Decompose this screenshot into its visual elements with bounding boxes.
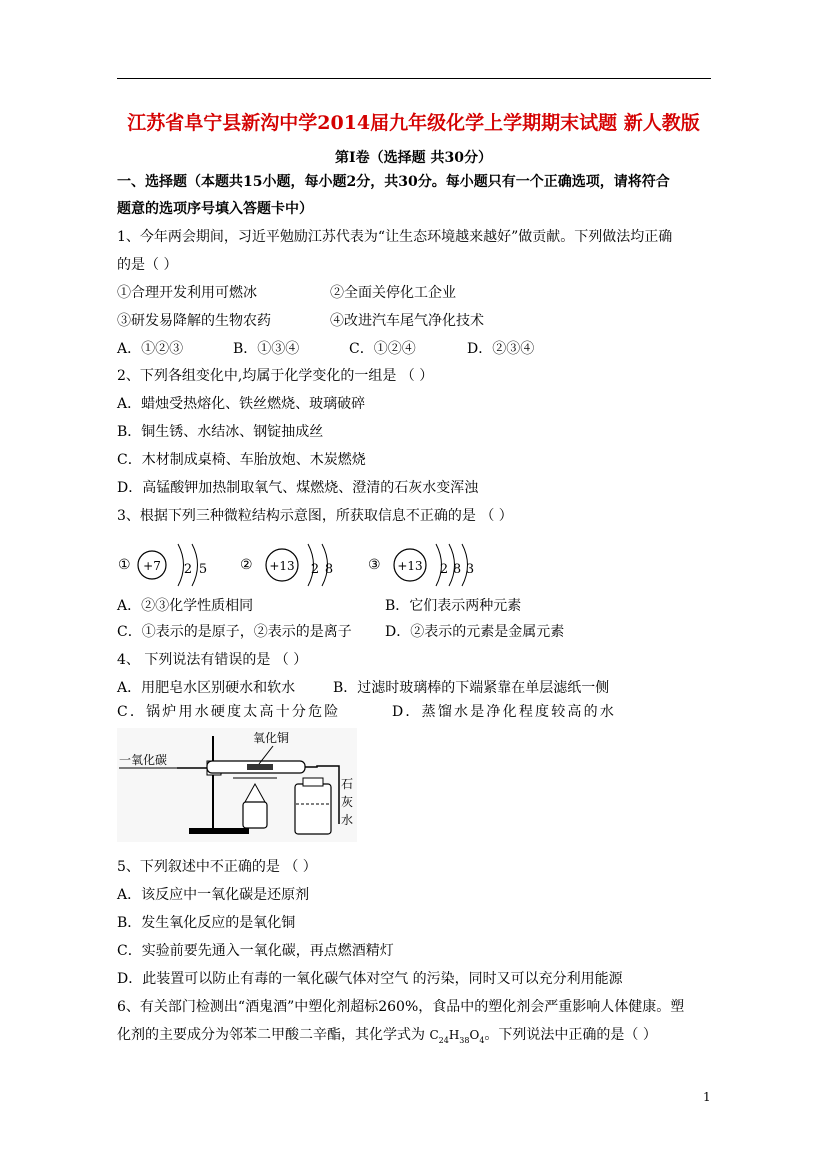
carbon-monoxide-label: 一氧化碳: [119, 753, 168, 767]
diagram-2-nucleus-charge: +13: [269, 559, 295, 573]
diagram-1-shell-2: [192, 544, 198, 586]
q2-option-b: B．铜生锈、水结冰、钢锭抽成丝: [117, 424, 324, 440]
q5-option-a: A．该反应中一氧化碳是还原剂: [117, 887, 310, 903]
diagram-2-shell-2-count: 8: [324, 562, 334, 577]
copper-oxide-label: 氧化铜: [253, 731, 290, 745]
q1-option-b: B．①③④: [233, 341, 300, 357]
alcohol-lamp: [243, 802, 267, 828]
q1-option-c: C．①②④: [349, 341, 416, 357]
diagram-3-shell-1-count: 2: [439, 562, 449, 577]
diagram-2-shell-1-count: 2: [310, 562, 320, 577]
formula-carbon: C: [429, 1028, 439, 1042]
q5-option-b: B．发生氧化反应的是氧化铜: [117, 915, 296, 931]
part1-instructions-line2: 题意的选项序号填入答题卡中）: [117, 201, 313, 217]
formula-oxygen-count: 4: [479, 1035, 485, 1045]
q5-option-c: C．实验前要先通入一氧化碳，再点燃酒精灯: [117, 943, 394, 959]
q3-stem: 3、根据下列三种微粒结构示意图，所获取信息不正确的是 （ ）: [117, 508, 513, 524]
formula-hydrogen-count: 38: [459, 1035, 470, 1045]
part1-instructions-line1: 一、选择题（本题共15小题，每小题2分，共30分。每小题只有一个正确选项，请将符合: [117, 174, 670, 190]
diagram-1-shell-1: [178, 544, 184, 586]
q1-stem-line1: 1、今年两会期间，习近平勉励江苏代表为“让生态环境越来越好”做贡献。下列做法均正确: [117, 229, 673, 245]
stand-base: [189, 828, 249, 834]
diagram-3-label: ③: [368, 557, 381, 573]
diagram-1-label: ①: [118, 557, 131, 573]
limewater-label-1: 石: [341, 777, 354, 791]
q4-option-c: C．锅炉用水硬度太高十分危险: [117, 704, 341, 720]
diagram-2-label: ②: [240, 557, 253, 573]
co-reduction-apparatus: [117, 728, 357, 842]
q1-item-2: ②全面关停化工企业: [330, 285, 456, 301]
page-number: 1: [703, 1090, 711, 1104]
q3-option-a: A．②③化学性质相同: [117, 598, 254, 614]
q4-stem: 4、 下列说法有错误的是 （ ）: [117, 652, 308, 668]
limewater-label-2: 灰: [341, 795, 354, 809]
q1-stem-line2: 的是（ ）: [117, 257, 178, 273]
q1-option-a: A．①②③: [117, 341, 184, 357]
q6-stem-line2-text: 化剂的主要成分为邻苯二甲酸二辛酯，其化学式为: [117, 1027, 430, 1043]
bottle-stopper: [303, 778, 323, 786]
q2-option-d: D．高锰酸钾加热制取氧气、煤燃烧、澄清的石灰水变浑浊: [117, 480, 479, 496]
copper-oxide-powder: [247, 764, 273, 770]
diagram-1-shell-2-count: 5: [198, 562, 208, 577]
atomic-structure-diagrams: [112, 538, 492, 590]
header-rule: [117, 78, 711, 79]
formula-carbon-count: 24: [438, 1035, 449, 1045]
structure-diagram-3: [368, 544, 474, 586]
q1-item-3: ③研发易降解的生物农药: [117, 313, 271, 329]
diagram-3-shell-2-count: 8: [452, 562, 462, 577]
q2-stem: 2、下列各组变化中,均属于化学变化的一组是 （ ）: [117, 368, 434, 384]
diagram-3-shell-3-count: 3: [465, 562, 475, 577]
q6-stem-line2-tail: 。下列说法中正确的是（ ）: [484, 1027, 657, 1043]
q2-option-c: C．木材制成桌椅、车胎放炮、木炭燃烧: [117, 452, 366, 468]
diagram-1-shell-1-count: 2: [183, 562, 193, 577]
limewater-bottle: [295, 784, 331, 834]
q4-option-d: D．蒸馏水是净化程度较高的水: [392, 704, 617, 720]
diagram-1-nucleus-charge: +7: [143, 559, 161, 573]
q3-option-b: B．它们表示两种元素: [385, 598, 522, 614]
diagram-3-nucleus-charge: +13: [397, 559, 423, 573]
section-heading: 第Ⅰ卷（选择题 共30分）: [335, 150, 492, 166]
structure-diagram-2: [240, 544, 333, 586]
q6-stem-line1: 6、有关部门检测出“酒鬼酒”中塑化剂超标260%，食品中的塑化剂会严重影响人体健康。塑: [117, 999, 685, 1015]
q6-stem-line2: [117, 1025, 657, 1051]
q4-option-b: B．过滤时玻璃棒的下端紧靠在单层滤纸一侧: [333, 680, 610, 696]
q5-option-d: D．此装置可以防止有毒的一氧化碳气体对空气 的污染，同时又可以充分利用能源: [117, 971, 623, 987]
q3-option-c: C．①表示的是原子，②表示的是离子: [117, 624, 352, 640]
q1-item-1: ①合理开发利用可燃冰: [117, 285, 257, 301]
q5-stem: 5、下列叙述中不正确的是 （ ）: [117, 859, 317, 875]
q1-option-d: D．②③④: [467, 341, 535, 357]
formula-hydrogen: H: [448, 1028, 460, 1042]
q4-option-a: A．用肥皂水区别硬水和软水: [117, 680, 296, 696]
structure-diagram-1: [118, 544, 207, 586]
formula-oxygen: O: [469, 1028, 480, 1042]
q2-option-a: A．蜡烛受热熔化、铁丝燃烧、玻璃破碎: [117, 396, 366, 412]
q1-item-4: ④改进汽车尾气净化技术: [330, 313, 484, 329]
q3-option-d: D．②表示的元素是金属元素: [385, 624, 565, 640]
document-title: 江苏省阜宁县新沟中学2014届九年级化学上学期期末试题 新人教版: [127, 112, 700, 134]
limewater-label-3: 水: [341, 813, 354, 827]
